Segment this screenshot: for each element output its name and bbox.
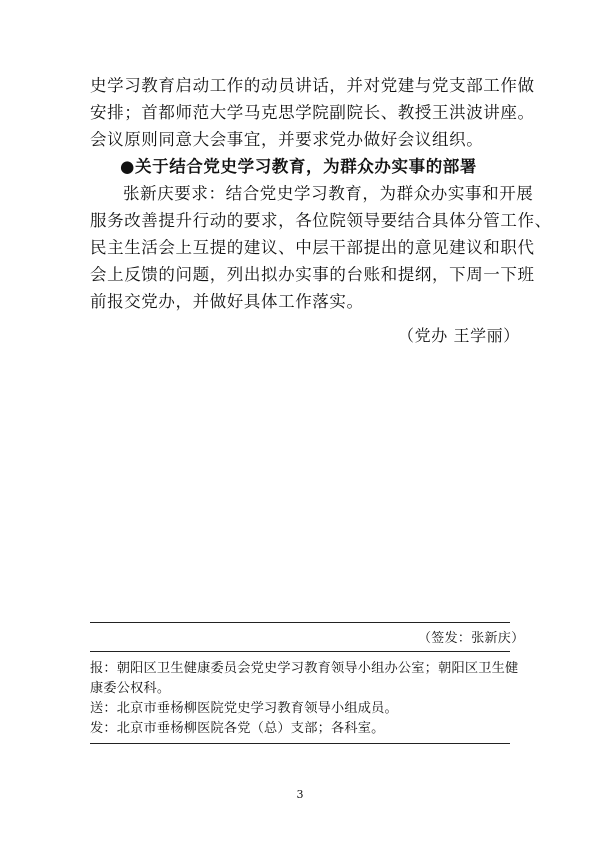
paragraph-line: 前报交党办，并做好具体工作落实。	[90, 292, 364, 311]
middle-divider	[90, 651, 510, 652]
paragraph-line: 服务改善提升行动的要求，各位院领导要结合具体分管工作、	[90, 211, 552, 230]
author-signature: （党办 王学丽）	[398, 326, 520, 345]
body-line: 会议原则同意大会事宜，并要求党办做好会议组织。	[90, 130, 484, 149]
body-line: 安排；首都师范大学马克思学院副院长、教授王洪波讲座。	[90, 103, 535, 122]
paragraph-line: 民主生活会上互提的建议、中层干部提出的意见建议和职代	[90, 238, 535, 257]
top-divider	[90, 622, 510, 623]
report-to-line: 康委公权科。	[90, 681, 171, 696]
section-heading: ●关于结合党史学习教育，为群众办实事的部署	[120, 157, 477, 176]
send-to-line: 送：北京市垂杨柳医院党史学习教育领导小组成员。	[90, 701, 398, 716]
document-body	[90, 72, 552, 315]
paragraph-line: 会上反馈的问题，列出拟办实事的台账和提纲，下周一下班	[90, 265, 535, 284]
distribution-block	[90, 659, 519, 739]
issuer-line: （签发：张新庆）	[418, 631, 525, 646]
distribute-line: 发：北京市垂杨柳医院各党（总）支部；各科室。	[90, 721, 385, 736]
page-number: 3	[296, 788, 304, 801]
paragraph-line: 张新庆要求：结合党史学习教育，为群众办实事和开展	[123, 184, 534, 203]
bottom-divider	[90, 743, 510, 744]
body-line: 史学习教育启动工作的动员讲话，并对党建与党支部工作做	[90, 76, 535, 95]
report-to-line: 报：朝阳区卫生健康委员会党史学习教育领导小组办公室；朝阳区卫生健	[90, 661, 519, 676]
